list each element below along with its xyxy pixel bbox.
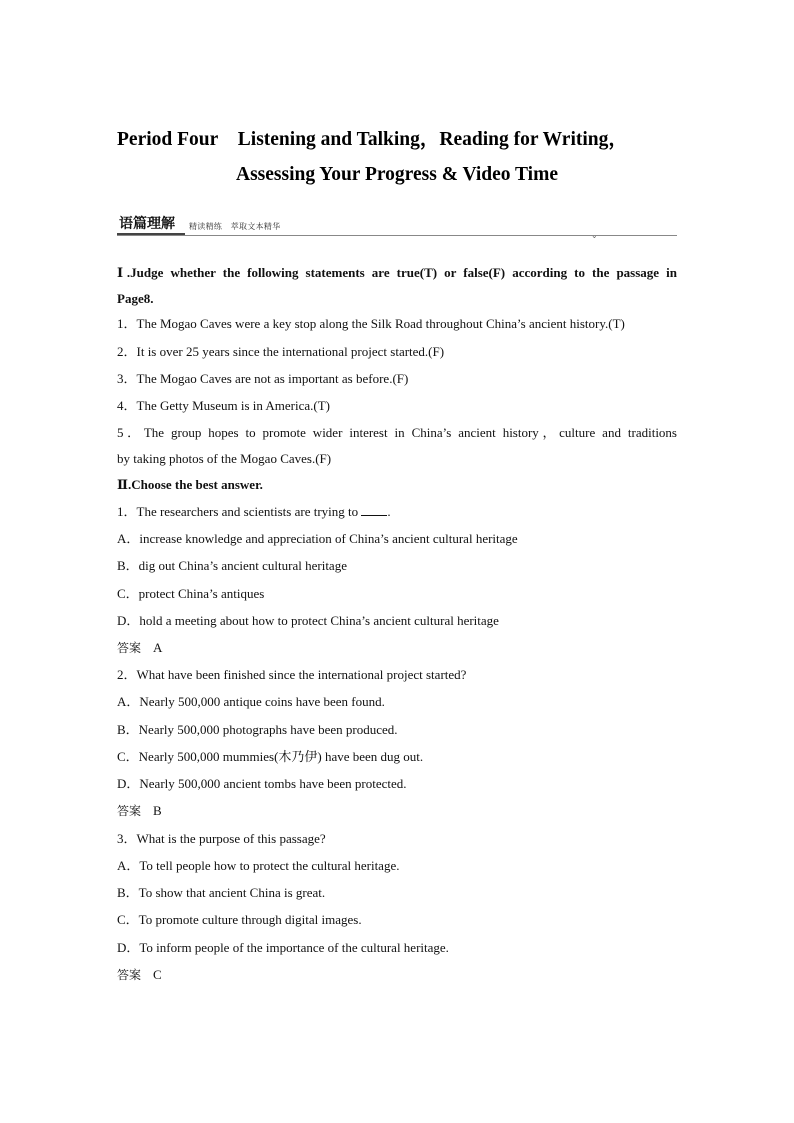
page-title-line-2: Assessing Your Progress & Video Time [236,164,558,185]
q3-option-b: B．To show that ancient China is great. [117,885,326,900]
section-header-subtitle: 精读精练 萃取文本精华 [189,222,281,231]
question-1-end: . [387,504,391,519]
q2-option-a: A．Nearly 500,000 antique coins have been found. [117,694,385,709]
q1-option-d: D．hold a meeting about how to protect China’s ancient cultural heritage [117,613,499,628]
q1-option-c: C．protect China’s antiques [117,586,265,601]
question-1-text: 1．The researchers and scientists are trying to [117,504,359,519]
statement-2: 2．It is over 25 years since the international project started.(F) [117,344,445,359]
section-header [117,212,677,238]
q1-option-a: A．increase knowledge and appreciation of China’s ancient cultural heritage [117,531,518,546]
statement-4: 4．The Getty Museum is in America.(T) [117,398,331,413]
part1-heading-line-1: Ⅰ.Judge whether the following statements are true(T) or false(F) according to the passage in [117,265,677,280]
q1-option-b: B．dig out China’s ancient cultural heritage [117,558,347,573]
part1-heading-line-2: Page8. [117,291,154,306]
q3-option-c: C．To promote culture through digital images. [117,912,362,927]
q2-answer-value: B [153,803,162,818]
q1-answer-value: A [153,640,163,655]
q2-option-c: C．Nearly 500,000 mummies(木乃伊) have been dug out. [117,749,424,764]
q2-option-d: D．Nearly 500,000 ancient tombs have been protected. [117,776,407,791]
q3-answer [117,967,677,983]
answer-label: 答案 [117,804,142,818]
question-2: 2．What have been finished since the international project started? [117,667,467,682]
q3-option-a: A．To tell people how to protect the cultural heritage. [117,858,400,873]
statement-5-line-2: by taking photos of the Mogao Caves.(F) [117,451,332,466]
answer-label: 答案 [117,968,142,982]
answer-label: 答案 [117,641,142,655]
statement-3: 3．The Mogao Caves are not as important as before.(F) [117,371,409,386]
q3-answer-value: C [153,967,162,982]
question-3: 3．What is the purpose of this passage? [117,831,326,846]
part2-heading: Ⅱ.Choose the best answer. [117,477,263,492]
statement-1: 1．The Mogao Caves were a key stop along the Silk Road throughout China’s ancient history.(T) [117,316,625,331]
section-header-title: 语篇理解 [119,216,175,232]
q2-option-b: B．Nearly 500,000 photographs have been produced. [117,722,398,737]
answer-blank [361,504,387,516]
statement-5-line-1: 5．The group hopes to promote wider interest in China’s ancient history，culture and traditions [117,425,677,440]
q1-answer [117,640,677,656]
rule-notch-icon: ⌄ [591,231,598,240]
q3-option-d: D．To inform people of the importance of the cultural heritage. [117,940,449,955]
q2-answer [117,803,677,819]
page-title-line-1: Period Four Listening and Talking，Reading for Writing， [117,129,628,150]
question-1 [117,504,677,520]
